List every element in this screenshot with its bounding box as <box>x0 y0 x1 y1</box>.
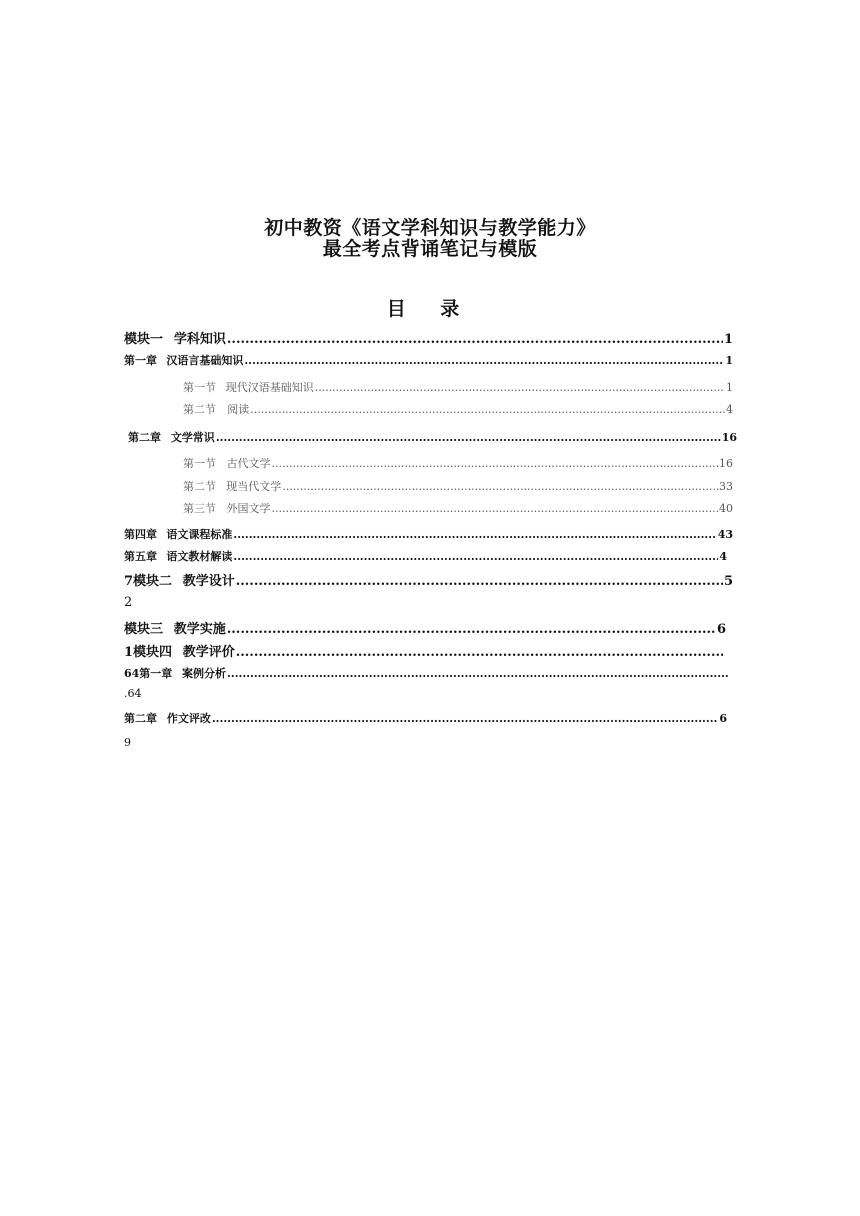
toc-entry-page: 5 <box>723 574 733 589</box>
toc-leader-dots <box>227 332 723 347</box>
toc-leader-dots <box>227 622 716 637</box>
toc-entry-label: 作文评改 <box>166 712 211 725</box>
toc-entry-number: 第一章 <box>124 354 157 367</box>
toc-entry-number: 第一节 <box>183 457 216 470</box>
toc-entry-page: 40 <box>719 502 733 515</box>
toc-entry-label: 教学评价 <box>182 645 235 660</box>
toc-entry-page: 6 <box>716 622 726 637</box>
toc-leader-dots <box>250 403 725 416</box>
toc-entry-number: 7模块二 <box>124 574 173 589</box>
toc-entry-number: 第五章 <box>124 550 157 563</box>
toc-leader-dots <box>212 712 719 725</box>
toc-entry-label: 汉语言基础知识 <box>166 354 244 367</box>
toc-entry-module[interactable] <box>124 618 726 637</box>
toc-entry-chapter[interactable] <box>124 665 729 681</box>
toc-leader-dots <box>233 550 718 563</box>
document-subtitle: 最全考点背诵笔记与模版 <box>322 238 538 260</box>
toc-entry-chapter[interactable] <box>128 429 737 445</box>
toc-entry-number: 64第一章 <box>124 667 173 680</box>
toc-wrap-fragment: .64 <box>124 687 142 700</box>
toc-leader-dots <box>233 528 716 541</box>
toc-entry-section[interactable] <box>183 379 733 395</box>
toc-entry-page: 33 <box>719 480 733 493</box>
toc-entry-label: 语文课程标准 <box>166 528 233 541</box>
toc-leader-dots <box>272 502 718 515</box>
toc-entry-page: 43 <box>717 528 733 541</box>
toc-entry-page: 1 <box>725 354 733 367</box>
toc-leader-dots <box>236 574 723 589</box>
toc-entry-page: 4 <box>719 550 727 563</box>
toc-entry-number: 1模块四 <box>124 645 173 660</box>
toc-entry-section[interactable] <box>183 401 733 417</box>
toc-entry-label: 现代汉语基础知识 <box>225 381 314 394</box>
toc-heading: 目 录 <box>386 298 474 320</box>
toc-entry-number: 第二节 <box>183 403 216 416</box>
toc-entry-number: 第四章 <box>124 528 157 541</box>
document-title: 初中教资《语文学科知识与教学能力》 <box>264 217 596 239</box>
toc-leader-dots <box>282 480 718 493</box>
toc-entry-number: 模块三 <box>124 622 164 637</box>
toc-entry-chapter[interactable] <box>124 352 733 368</box>
toc-entry-page: 1 <box>726 381 733 394</box>
toc-leader-dots <box>244 354 724 367</box>
toc-entry-section[interactable] <box>183 500 733 516</box>
toc-entry-page: 16 <box>721 431 737 444</box>
toc-leader-dots <box>236 645 723 660</box>
toc-entry-label: 文学常识 <box>170 431 215 444</box>
toc-entry-section[interactable] <box>183 455 733 471</box>
toc-entry-label: 现当代文学 <box>226 480 282 493</box>
toc-leader-dots <box>272 457 718 470</box>
toc-entry-module[interactable] <box>124 328 733 347</box>
toc-entry-page: 1 <box>723 332 733 347</box>
toc-leader-dots <box>315 381 725 394</box>
toc-entry-module[interactable] <box>124 570 733 589</box>
toc-leader-dots <box>227 667 728 680</box>
toc-wrap-fragment: 9 <box>124 736 131 749</box>
toc-entry-label: 古代文学 <box>226 457 271 470</box>
toc-entry-chapter[interactable] <box>124 710 727 726</box>
toc-entry-section[interactable] <box>183 478 733 494</box>
toc-entry-number: 第二章 <box>128 431 161 444</box>
toc-entry-page: 16 <box>719 457 733 470</box>
toc-wrap-fragment: 2 <box>124 595 133 610</box>
toc-entry-page: 4 <box>726 403 733 416</box>
toc-entry-module[interactable] <box>124 641 724 660</box>
toc-entry-label: 教学设计 <box>182 574 235 589</box>
toc-entry-chapter[interactable] <box>124 526 733 542</box>
toc-entry-number: 第二节 <box>183 480 216 493</box>
toc-entry-label: 教学实施 <box>173 622 226 637</box>
toc-entry-label: 语文教材解读 <box>166 550 233 563</box>
toc-entry-number: 第二章 <box>124 712 157 725</box>
toc-entry-label: 学科知识 <box>173 332 226 347</box>
toc-entry-label: 阅读 <box>227 403 250 416</box>
toc-entry-number: 模块一 <box>124 332 164 347</box>
toc-entry-number: 第一节 <box>183 381 216 394</box>
toc-entry-page: 6 <box>719 712 727 725</box>
toc-leader-dots <box>216 431 721 444</box>
toc-entry-label: 案例分析 <box>182 667 227 680</box>
toc-entry-number: 第三节 <box>183 502 216 515</box>
toc-entry-label: 外国文学 <box>226 502 271 515</box>
toc-entry-chapter[interactable] <box>124 548 727 564</box>
